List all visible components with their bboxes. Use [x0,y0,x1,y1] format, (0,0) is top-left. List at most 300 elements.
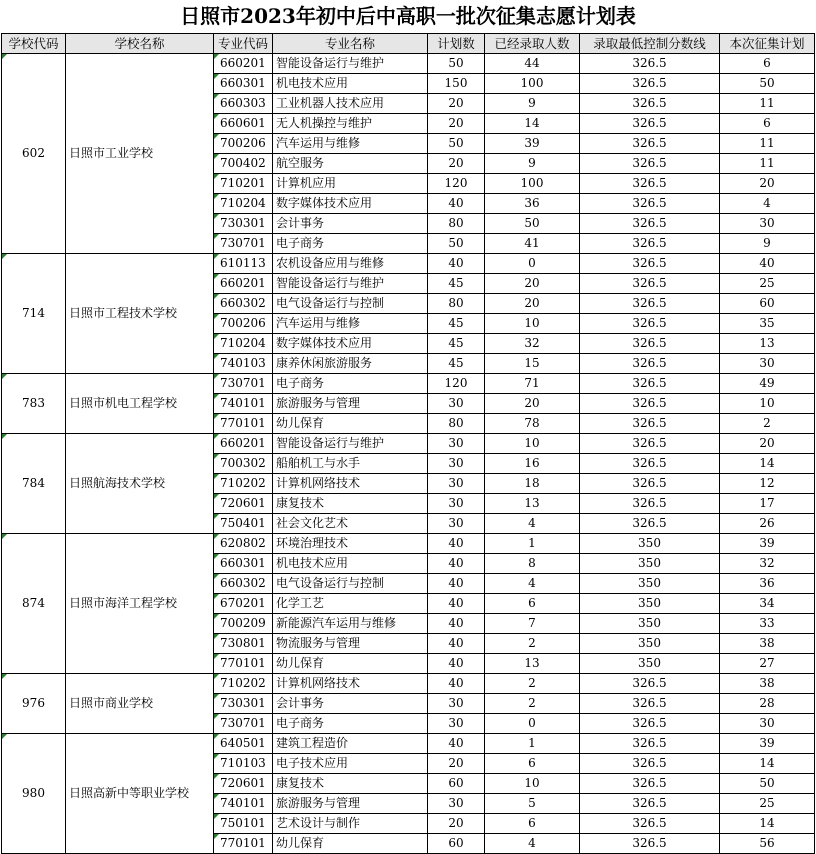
collect-cell[interactable]: 14 [720,454,815,474]
plan-cell[interactable]: 45 [428,274,485,294]
min-score-cell[interactable]: 350 [580,614,720,634]
major-name-cell[interactable]: 船舶机工与水手 [273,454,428,474]
major-code-cell[interactable] [214,294,273,314]
min-score-cell[interactable]: 350 [580,634,720,654]
min-score-cell[interactable]: 326.5 [580,774,720,794]
header-collect[interactable]: 本次征集计划 [720,34,815,54]
plan-cell[interactable]: 20 [428,94,485,114]
admitted-cell[interactable]: 100 [485,74,580,94]
plan-cell[interactable]: 30 [428,434,485,454]
major-name-cell[interactable]: 电气设备运行与控制 [273,574,428,594]
cell-comment-marker-icon [214,834,219,839]
major-code-cell[interactable] [214,94,273,114]
major-code-cell[interactable] [214,254,273,274]
admitted-cell[interactable]: 4 [485,574,580,594]
major-code-text: 730701 [220,716,266,730]
major-name-cell[interactable]: 康复技术 [273,774,428,794]
plan-cell[interactable]: 30 [428,694,485,714]
plan-cell[interactable]: 120 [428,174,485,194]
major-code-cell[interactable] [214,594,273,614]
admitted-cell[interactable]: 78 [485,414,580,434]
cell-comment-marker-icon [214,234,219,239]
major-code-cell[interactable] [214,834,273,854]
major-code-text: 620802 [220,536,266,550]
header-min-score[interactable]: 录取最低控制分数线 [580,34,720,54]
major-name-cell[interactable]: 物流服务与管理 [273,634,428,654]
admitted-cell[interactable]: 10 [485,434,580,454]
major-name-cell[interactable]: 航空服务 [273,154,428,174]
major-code-text: 770101 [220,416,266,430]
min-score-cell[interactable]: 326.5 [580,474,720,494]
admitted-cell[interactable]: 20 [485,274,580,294]
major-code-text: 740103 [220,356,266,370]
plan-cell[interactable]: 40 [428,254,485,274]
min-score-cell[interactable]: 326.5 [580,254,720,274]
major-code-cell[interactable] [214,314,273,334]
major-code-cell[interactable] [214,554,273,574]
min-score-cell[interactable]: 326.5 [580,94,720,114]
major-code-text: 730701 [220,236,266,250]
major-code-cell[interactable] [214,754,273,774]
major-code-cell[interactable] [214,734,273,754]
plan-cell[interactable]: 20 [428,154,485,174]
collect-cell[interactable]: 30 [720,714,815,734]
plan-cell[interactable]: 40 [428,194,485,214]
major-code-text: 660201 [220,436,266,450]
cell-comment-marker-icon [2,674,7,679]
min-score-cell[interactable]: 350 [580,594,720,614]
admitted-cell[interactable]: 10 [485,774,580,794]
min-score-cell[interactable]: 326.5 [580,234,720,254]
major-code-text: 640501 [220,736,266,750]
cell-comment-marker-icon [2,374,7,379]
major-code-text: 730801 [220,636,266,650]
collect-cell[interactable]: 28 [720,694,815,714]
major-code-text: 770101 [220,656,266,670]
major-name-cell[interactable]: 电子技术应用 [273,754,428,774]
school-code-cell[interactable] [2,534,66,674]
major-name-cell[interactable]: 艺术设计与制作 [273,814,428,834]
plan-cell[interactable]: 60 [428,774,485,794]
admitted-cell[interactable]: 20 [485,394,580,414]
plan-cell[interactable]: 40 [428,614,485,634]
plan-cell[interactable]: 50 [428,234,485,254]
major-code-text: 670201 [220,596,266,610]
major-code-cell[interactable] [214,534,273,554]
cell-comment-marker-icon [214,274,219,279]
major-code-cell[interactable] [214,134,273,154]
plan-cell[interactable]: 45 [428,354,485,374]
major-name-cell[interactable]: 计算机网络技术 [273,674,428,694]
major-code-cell[interactable] [214,674,273,694]
min-score-cell[interactable]: 326.5 [580,494,720,514]
collect-cell[interactable]: 30 [720,214,815,234]
major-code-cell[interactable] [214,634,273,654]
collect-cell[interactable]: 50 [720,774,815,794]
plan-cell[interactable]: 40 [428,554,485,574]
header-major-code[interactable]: 专业代码 [214,34,273,54]
admitted-cell[interactable]: 8 [485,554,580,574]
plan-cell[interactable]: 40 [428,634,485,654]
major-code-cell[interactable] [214,374,273,394]
major-code-cell[interactable] [214,54,273,74]
min-score-cell[interactable]: 350 [580,554,720,574]
min-score-cell[interactable]: 326.5 [580,734,720,754]
cell-comment-marker-icon [214,534,219,539]
school-name-cell[interactable]: 日照高新中等职业学校 [66,734,214,854]
admitted-cell[interactable]: 9 [485,94,580,114]
header-school-code[interactable]: 学校代码 [2,34,66,54]
major-code-cell[interactable] [214,354,273,374]
min-score-cell[interactable]: 326.5 [580,194,720,214]
min-score-cell[interactable]: 326.5 [580,134,720,154]
header-admitted[interactable]: 已经录取人数 [485,34,580,54]
plan-cell[interactable]: 80 [428,414,485,434]
admitted-cell[interactable]: 1 [485,534,580,554]
major-code-text: 710204 [220,196,266,210]
major-code-cell[interactable] [214,114,273,134]
plan-cell[interactable]: 45 [428,334,485,354]
major-name-cell[interactable]: 计算机网络技术 [273,474,428,494]
admitted-cell[interactable]: 18 [485,474,580,494]
min-score-cell[interactable]: 326.5 [580,514,720,534]
min-score-cell[interactable]: 326.5 [580,54,720,74]
school-name-cell[interactable]: 日照市商业学校 [66,674,214,734]
school-name-cell[interactable]: 日照市工业学校 [66,54,214,254]
major-code-text: 710103 [220,756,266,770]
collect-cell[interactable]: 13 [720,334,815,354]
plan-cell[interactable]: 150 [428,74,485,94]
plan-cell[interactable]: 45 [428,314,485,334]
table-body [2,54,815,854]
major-code-cell[interactable] [214,74,273,94]
admitted-cell[interactable]: 4 [485,514,580,534]
school-code-cell[interactable] [2,54,66,254]
min-score-cell[interactable]: 326.5 [580,274,720,294]
plan-cell[interactable]: 40 [428,534,485,554]
admitted-cell[interactable]: 13 [485,654,580,674]
school-name-cell[interactable]: 日照市海洋工程学校 [66,534,214,674]
cell-comment-marker-icon [214,794,219,799]
plan-cell[interactable]: 50 [428,134,485,154]
collect-cell[interactable]: 10 [720,394,815,414]
collect-cell[interactable]: 14 [720,814,815,834]
admitted-cell[interactable]: 6 [485,594,580,614]
major-name-cell[interactable]: 幼儿保育 [273,654,428,674]
min-score-cell[interactable]: 326.5 [580,74,720,94]
plan-cell[interactable]: 80 [428,214,485,234]
admitted-cell[interactable]: 50 [485,214,580,234]
admitted-cell[interactable]: 32 [485,334,580,354]
min-score-cell[interactable]: 326.5 [580,394,720,414]
major-name-cell[interactable]: 会计事务 [273,694,428,714]
major-code-cell[interactable] [214,574,273,594]
plan-cell[interactable]: 20 [428,814,485,834]
collect-cell[interactable]: 39 [720,534,815,554]
cell-comment-marker-icon [214,174,219,179]
admitted-cell[interactable]: 16 [485,454,580,474]
min-score-cell[interactable]: 326.5 [580,354,720,374]
collect-cell[interactable]: 39 [720,734,815,754]
collect-cell[interactable]: 38 [720,634,815,654]
major-name-cell[interactable]: 数字媒体技术应用 [273,194,428,214]
collect-cell[interactable]: 32 [720,554,815,574]
major-code-cell[interactable] [214,394,273,414]
admitted-cell[interactable]: 6 [485,814,580,834]
admitted-cell[interactable]: 39 [485,134,580,154]
min-score-cell[interactable]: 326.5 [580,314,720,334]
collect-cell[interactable]: 2 [720,414,815,434]
major-name-cell[interactable]: 智能设备运行与维护 [273,54,428,74]
major-name-cell[interactable]: 数字媒体技术应用 [273,334,428,354]
cell-comment-marker-icon [214,494,219,499]
min-score-cell[interactable]: 326.5 [580,714,720,734]
plan-cell[interactable]: 120 [428,374,485,394]
major-code-cell[interactable] [214,274,273,294]
plan-cell[interactable]: 40 [428,654,485,674]
admitted-cell[interactable]: 9 [485,154,580,174]
major-name-cell[interactable]: 机电技术应用 [273,74,428,94]
major-name-cell[interactable]: 旅游服务与管理 [273,394,428,414]
admitted-cell[interactable]: 15 [485,354,580,374]
major-name-cell[interactable]: 无人机操控与维护 [273,114,428,134]
school-code-text: 976 [22,696,45,710]
collect-cell[interactable]: 36 [720,574,815,594]
table-row [2,374,815,394]
school-name-cell[interactable]: 日照航海技术学校 [66,434,214,534]
plan-cell[interactable]: 40 [428,574,485,594]
min-score-cell[interactable]: 350 [580,574,720,594]
plan-cell[interactable]: 30 [428,514,485,534]
min-score-cell[interactable]: 326.5 [580,374,720,394]
collect-cell[interactable]: 50 [720,74,815,94]
major-code-text: 730701 [220,376,266,390]
major-name-cell[interactable]: 计算机应用 [273,174,428,194]
major-code-cell[interactable] [214,774,273,794]
min-score-cell[interactable]: 326.5 [580,214,720,234]
plan-cell[interactable]: 80 [428,294,485,314]
major-name-cell[interactable]: 电子商务 [273,374,428,394]
admitted-cell[interactable]: 4 [485,834,580,854]
major-code-cell[interactable] [214,434,273,454]
header-row [2,34,815,54]
admitted-cell[interactable]: 14 [485,114,580,134]
collect-cell[interactable]: 25 [720,794,815,814]
major-code-cell[interactable] [214,154,273,174]
major-name-cell[interactable]: 康养休闲旅游服务 [273,354,428,374]
major-name-cell[interactable]: 汽车运用与维修 [273,134,428,154]
header-school-name[interactable]: 学校名称 [66,34,214,54]
major-name-cell[interactable]: 电子商务 [273,714,428,734]
major-name-cell[interactable]: 旅游服务与管理 [273,794,428,814]
admitted-cell[interactable]: 41 [485,234,580,254]
major-code-cell[interactable] [214,454,273,474]
major-name-cell[interactable]: 社会文化艺术 [273,514,428,534]
plan-cell[interactable]: 30 [428,494,485,514]
admitted-cell[interactable]: 7 [485,614,580,634]
collect-cell[interactable]: 27 [720,654,815,674]
major-name-cell[interactable]: 汽车运用与维修 [273,314,428,334]
major-code-text: 750401 [220,516,266,530]
collect-cell[interactable]: 17 [720,494,815,514]
min-score-cell[interactable]: 326.5 [580,794,720,814]
major-code-cell[interactable] [214,654,273,674]
plan-cell[interactable]: 20 [428,114,485,134]
min-score-cell[interactable]: 326.5 [580,814,720,834]
major-name-cell[interactable]: 智能设备运行与维护 [273,434,428,454]
plan-cell[interactable]: 40 [428,734,485,754]
admitted-cell[interactable]: 2 [485,674,580,694]
major-name-cell[interactable]: 会计事务 [273,214,428,234]
min-score-cell[interactable]: 326.5 [580,454,720,474]
school-code-cell[interactable] [2,434,66,534]
major-code-cell[interactable] [214,474,273,494]
collect-cell[interactable]: 38 [720,674,815,694]
major-name-cell[interactable]: 机电技术应用 [273,554,428,574]
plan-cell[interactable]: 30 [428,474,485,494]
admitted-cell[interactable]: 5 [485,794,580,814]
major-name-cell[interactable]: 电子商务 [273,234,428,254]
major-name-cell[interactable]: 幼儿保育 [273,834,428,854]
major-name-cell[interactable]: 智能设备运行与维护 [273,274,428,294]
admitted-cell[interactable]: 13 [485,494,580,514]
collect-cell[interactable]: 11 [720,94,815,114]
plan-cell[interactable]: 30 [428,794,485,814]
admitted-cell[interactable]: 36 [485,194,580,214]
min-score-cell[interactable]: 326.5 [580,294,720,314]
plan-cell[interactable]: 30 [428,714,485,734]
school-name-cell[interactable]: 日照市工程技术学校 [66,254,214,374]
admitted-cell[interactable]: 6 [485,754,580,774]
admitted-cell[interactable]: 100 [485,174,580,194]
major-code-cell[interactable] [214,214,273,234]
min-score-cell[interactable]: 326.5 [580,154,720,174]
plan-cell[interactable]: 30 [428,394,485,414]
min-score-cell[interactable]: 326.5 [580,834,720,854]
plan-cell[interactable]: 40 [428,674,485,694]
major-code-cell[interactable] [214,814,273,834]
min-score-cell[interactable]: 326.5 [580,114,720,134]
cell-comment-marker-icon [214,594,219,599]
collect-cell[interactable]: 9 [720,234,815,254]
major-code-text: 660302 [220,296,266,310]
major-code-cell[interactable] [214,514,273,534]
major-code-cell[interactable] [214,714,273,734]
collect-cell[interactable]: 25 [720,274,815,294]
major-name-cell[interactable]: 环境治理技术 [273,534,428,554]
major-name-cell[interactable]: 新能源汽车运用与维修 [273,614,428,634]
min-score-cell[interactable]: 350 [580,654,720,674]
collect-cell[interactable]: 33 [720,614,815,634]
admitted-cell[interactable]: 0 [485,714,580,734]
collect-cell[interactable]: 34 [720,594,815,614]
major-code-cell[interactable] [214,414,273,434]
major-code-text: 660301 [220,76,266,90]
plan-cell[interactable]: 20 [428,754,485,774]
collect-cell[interactable]: 14 [720,754,815,774]
min-score-cell[interactable]: 326.5 [580,434,720,454]
major-code-cell[interactable] [214,234,273,254]
major-name-cell[interactable]: 化学工艺 [273,594,428,614]
min-score-cell[interactable]: 326.5 [580,674,720,694]
major-name-cell[interactable]: 电气设备运行与控制 [273,294,428,314]
collect-cell[interactable]: 6 [720,114,815,134]
major-code-cell[interactable] [214,694,273,714]
admitted-cell[interactable]: 10 [485,314,580,334]
major-code-cell[interactable] [214,334,273,354]
collect-cell[interactable]: 60 [720,294,815,314]
collect-cell[interactable]: 30 [720,354,815,374]
collect-cell[interactable]: 49 [720,374,815,394]
header-plan[interactable]: 计划数 [428,34,485,54]
school-code-cell[interactable] [2,674,66,734]
plan-cell[interactable]: 60 [428,834,485,854]
cell-comment-marker-icon [2,54,7,59]
major-code-cell[interactable] [214,614,273,634]
major-name-cell[interactable]: 工业机器人技术应用 [273,94,428,114]
plan-cell[interactable]: 50 [428,54,485,74]
table-row [2,674,815,694]
min-score-cell[interactable]: 326.5 [580,754,720,774]
plan-cell[interactable]: 30 [428,454,485,474]
school-code-cell[interactable] [2,374,66,434]
cell-comment-marker-icon [214,134,219,139]
cell-comment-marker-icon [214,814,219,819]
min-score-cell[interactable]: 326.5 [580,694,720,714]
major-code-cell[interactable] [214,494,273,514]
major-code-cell[interactable] [214,194,273,214]
admitted-cell[interactable]: 2 [485,634,580,654]
major-code-text: 700206 [220,316,266,330]
school-code-cell[interactable] [2,734,66,854]
admitted-cell[interactable]: 2 [485,694,580,714]
cell-comment-marker-icon [214,354,219,359]
major-name-cell[interactable]: 农机设备应用与维修 [273,254,428,274]
major-code-cell[interactable] [214,174,273,194]
header-major-name[interactable]: 专业名称 [273,34,428,54]
admitted-cell[interactable]: 44 [485,54,580,74]
collect-cell[interactable]: 4 [720,194,815,214]
collect-cell[interactable]: 20 [720,434,815,454]
admitted-cell[interactable]: 1 [485,734,580,754]
collect-cell[interactable]: 11 [720,154,815,174]
collect-cell[interactable]: 56 [720,834,815,854]
collect-cell[interactable]: 26 [720,514,815,534]
collect-cell[interactable]: 11 [720,134,815,154]
collect-cell[interactable]: 12 [720,474,815,494]
major-name-cell[interactable]: 康复技术 [273,494,428,514]
major-name-cell[interactable]: 建筑工程造价 [273,734,428,754]
min-score-cell[interactable]: 350 [580,534,720,554]
plan-cell[interactable]: 40 [428,594,485,614]
major-code-cell[interactable] [214,794,273,814]
major-name-cell[interactable]: 幼儿保育 [273,414,428,434]
admitted-cell[interactable]: 71 [485,374,580,394]
cell-comment-marker-icon [214,474,219,479]
school-name-cell[interactable]: 日照市机电工程学校 [66,374,214,434]
collect-cell[interactable]: 40 [720,254,815,274]
collect-cell[interactable]: 20 [720,174,815,194]
admitted-cell[interactable]: 0 [485,254,580,274]
collect-cell[interactable]: 6 [720,54,815,74]
min-score-cell[interactable]: 326.5 [580,414,720,434]
admitted-cell[interactable]: 20 [485,294,580,314]
major-code-text: 660201 [220,56,266,70]
min-score-cell[interactable]: 326.5 [580,174,720,194]
collect-cell[interactable]: 35 [720,314,815,334]
school-code-cell[interactable] [2,254,66,374]
min-score-cell[interactable]: 326.5 [580,334,720,354]
